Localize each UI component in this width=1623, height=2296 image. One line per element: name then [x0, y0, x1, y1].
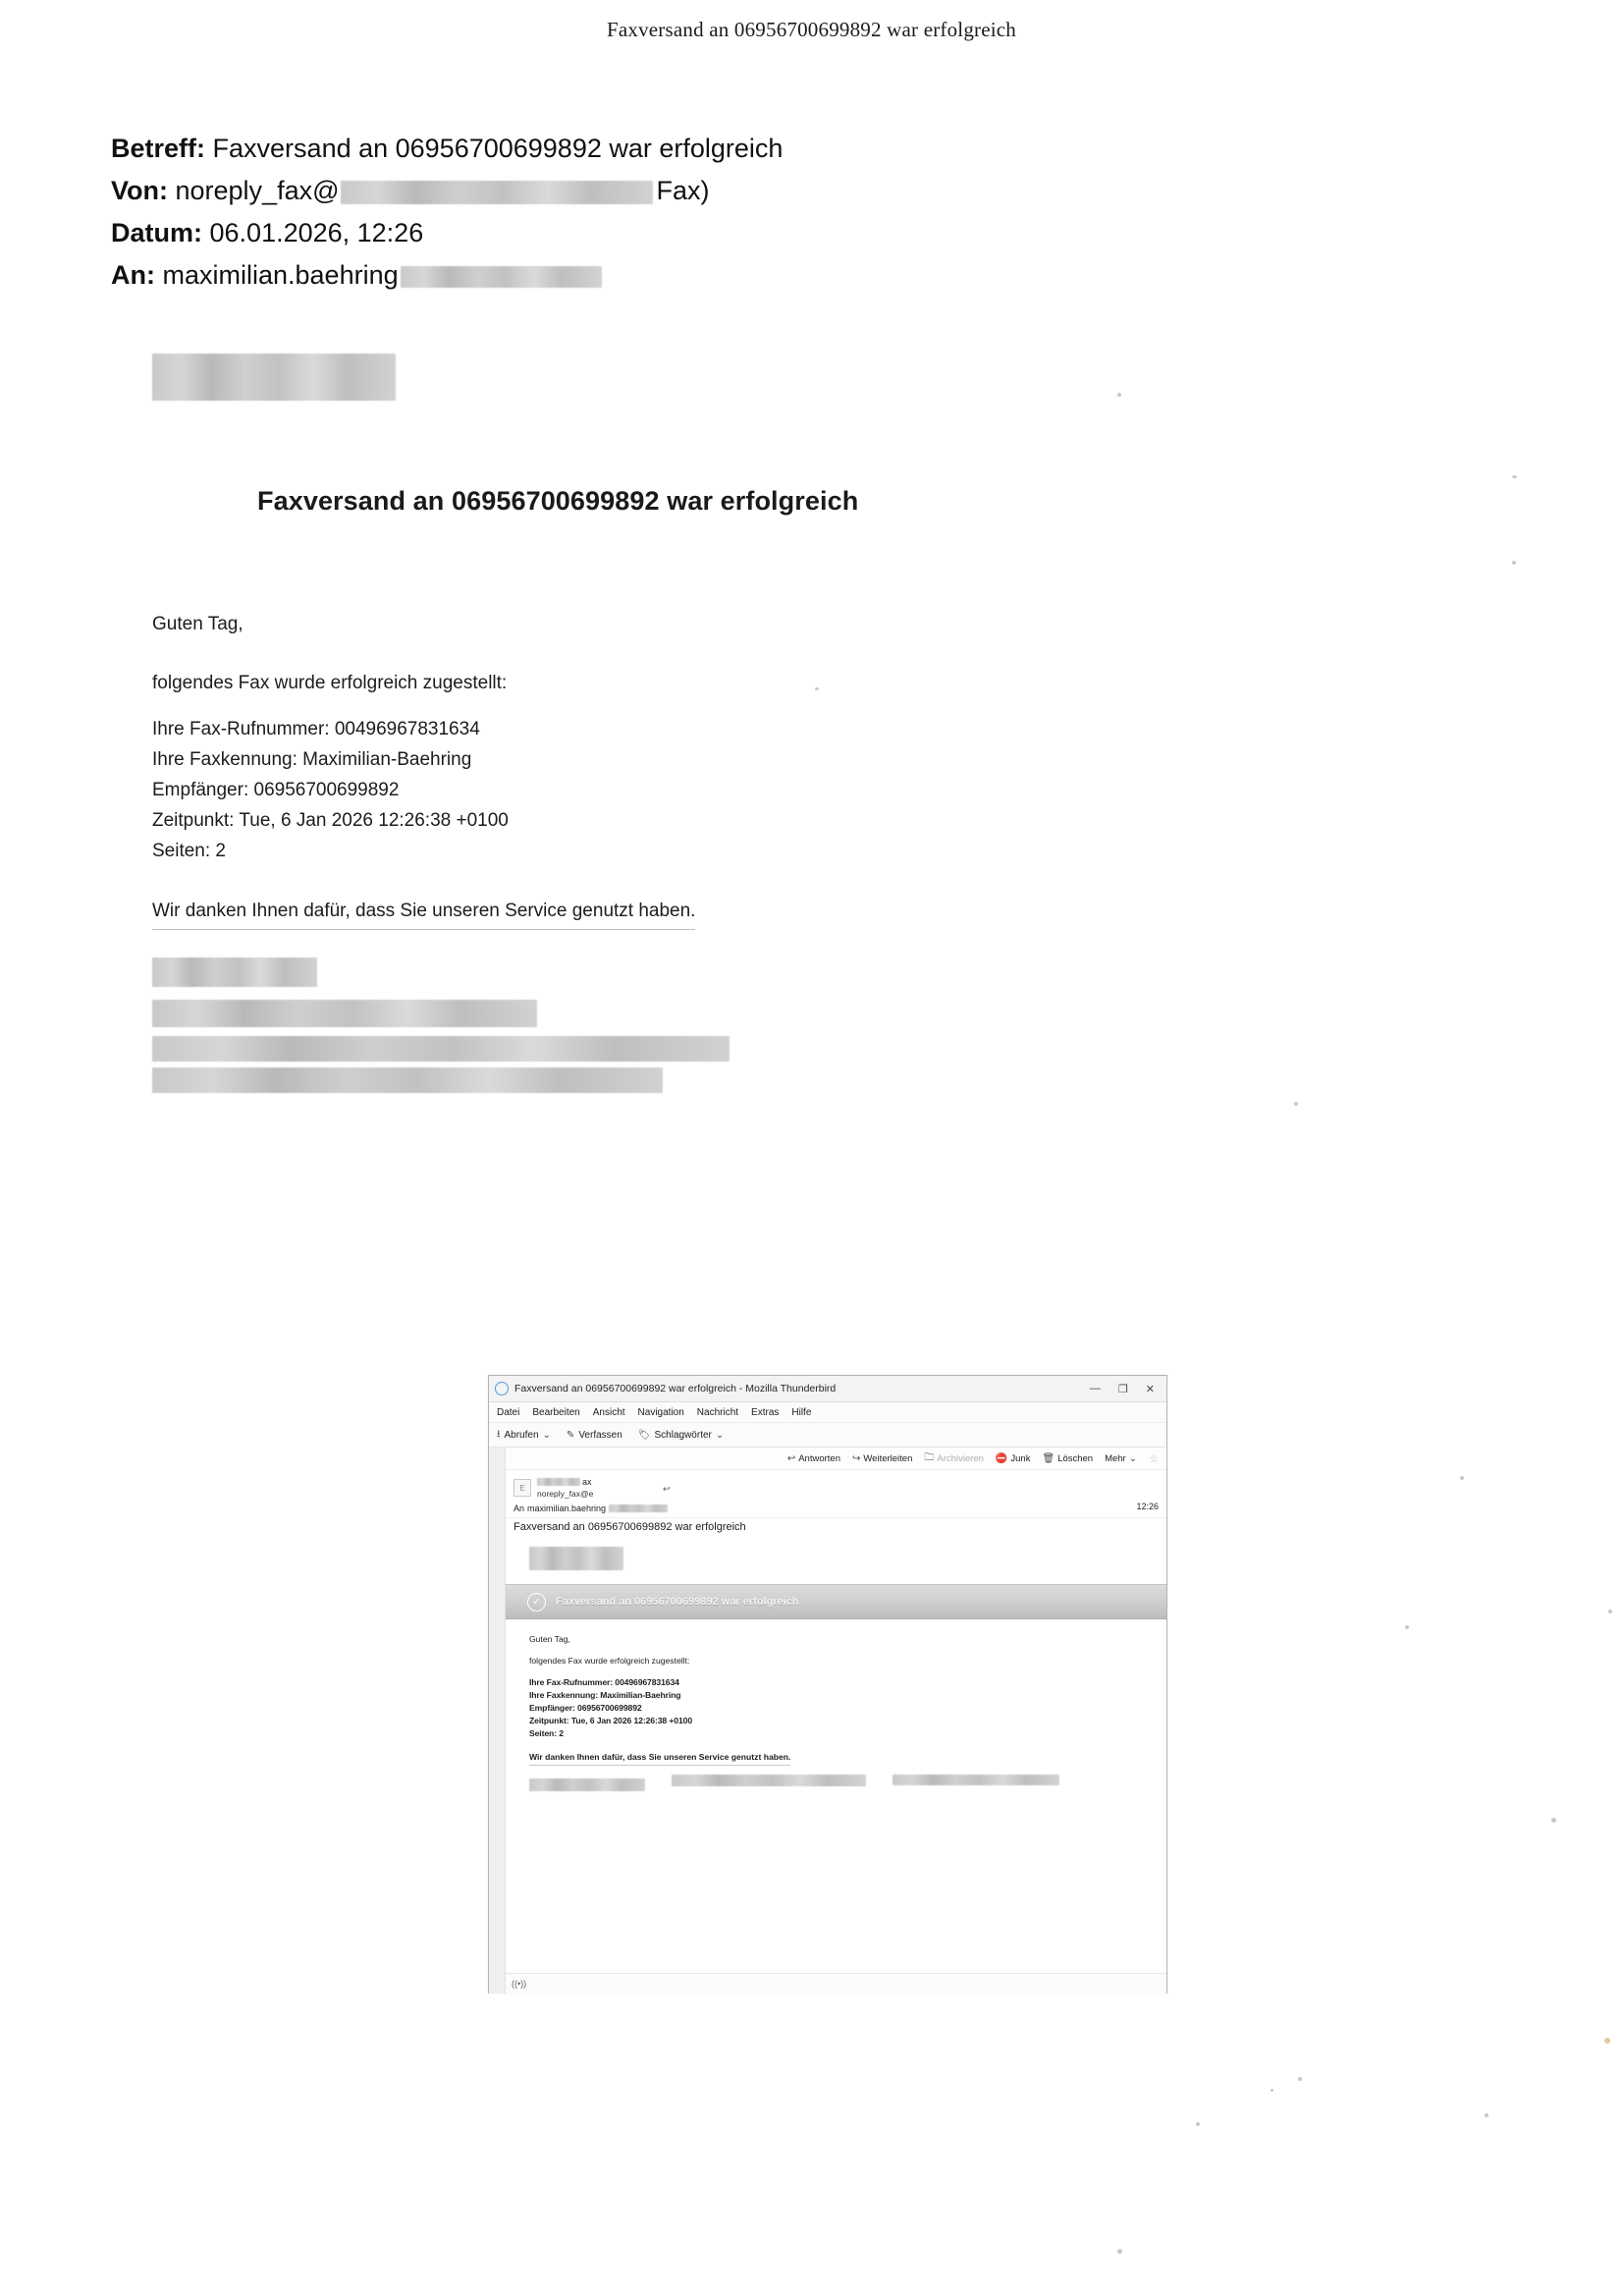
body-detail-pages: Seiten: 2: [529, 1728, 564, 1738]
body-detail-recipient: Empfänger: 06956700699892: [529, 1703, 642, 1713]
redaction-block-signature-2: [152, 1000, 537, 1027]
scan-speck: [1604, 2038, 1610, 2044]
to-value: maximilian.baehring: [162, 260, 399, 290]
fax-detail-own-number: Ihre Fax-Rufnummer: 00496967831634: [152, 719, 480, 739]
date-value: 06.01.2026, 12:26: [209, 218, 424, 247]
reply-icon: ↩: [786, 1452, 796, 1464]
body-detail-own-number: Ihre Fax-Rufnummer: 00496967831634: [529, 1677, 679, 1687]
scan-speck: [1460, 1476, 1464, 1480]
statusbar: [506, 1973, 1166, 1994]
message-body: [506, 1539, 1166, 1791]
from-suffix: Fax): [656, 176, 710, 205]
reply-button[interactable]: [787, 1453, 840, 1464]
menu-navigation[interactable]: Navigation: [637, 1406, 684, 1418]
sender-name: [537, 1476, 593, 1488]
menu-extras[interactable]: Extras: [751, 1406, 780, 1418]
chevron-down-icon[interactable]: ⌄: [542, 1429, 551, 1441]
from-value: noreply_fax@: [175, 176, 340, 205]
menu-bearbeiten[interactable]: Bearbeiten: [532, 1406, 580, 1418]
body-details-list: [529, 1676, 1166, 1740]
scan-speck: [1551, 1818, 1556, 1823]
scan-speck: [1271, 2089, 1273, 2092]
more-button[interactable]: [1105, 1453, 1137, 1464]
fax-detail-recipient: Empfänger: 06956700699892: [152, 780, 400, 800]
success-banner: [506, 1584, 1166, 1619]
redaction-block-to: [401, 266, 602, 288]
body-intro: folgendes Fax wurde erfolgreich zugestellt:: [529, 1656, 690, 1666]
compose-button[interactable]: [567, 1430, 622, 1441]
message-time: 12:26: [1136, 1502, 1159, 1511]
page-title: Faxversand an 06956700699892 war erfolgreich: [606, 18, 1017, 41]
body-detail-timestamp: Zeitpunkt: Tue, 6 Jan 2026 12:26:38 +0100: [529, 1716, 693, 1725]
menubar: [489, 1402, 1166, 1423]
close-button[interactable]: ✕: [1145, 1383, 1155, 1395]
scan-speck: [1512, 561, 1516, 565]
tags-button[interactable]: [638, 1430, 724, 1441]
more-label: Mehr: [1105, 1452, 1126, 1464]
download-icon: ⭳: [497, 1428, 501, 1440]
window-title: Faxversand an 06956700699892 war erfolgreich - Mozilla Thunderbird: [514, 1383, 837, 1394]
reply-indicator-icon: ↩: [663, 1484, 671, 1494]
connection-icon: ((•)): [512, 1979, 527, 1989]
folder-pane-collapsed: [489, 1448, 506, 1994]
scan-speck: [815, 687, 819, 690]
redaction-block-logo: [152, 354, 396, 401]
scan-speck: [1196, 2122, 1200, 2126]
redaction-block-sender-name: [537, 1478, 580, 1486]
scan-speck: [1117, 393, 1121, 397]
message-subject: Faxversand an 06956700699892 war erfolgreich: [514, 1521, 746, 1533]
email-thanks: Wir danken Ihnen dafür, dass Sie unseren Service genutzt haben.: [152, 896, 695, 930]
body-thanks: Wir danken Ihnen dafür, dass Sie unseren Service genutzt haben.: [529, 1751, 790, 1766]
compose-label: Verfassen: [578, 1429, 622, 1441]
redaction-block-signature-3: [152, 1036, 730, 1062]
junk-label: Junk: [1010, 1452, 1031, 1464]
archive-label: Archivieren: [937, 1452, 984, 1464]
redaction-block-signature-4: [152, 1067, 663, 1093]
message-action-bar: [506, 1448, 1166, 1470]
chevron-down-icon[interactable]: ⌄: [715, 1429, 725, 1441]
tag-icon: 🏷: [637, 1429, 651, 1441]
junk-button[interactable]: [996, 1453, 1031, 1464]
delete-label: Löschen: [1057, 1452, 1094, 1464]
forward-label: Weiterleiten: [863, 1452, 913, 1464]
minimize-button[interactable]: —: [1089, 1383, 1101, 1394]
scan-speck: [1512, 475, 1517, 478]
get-messages-label: Abrufen: [504, 1429, 539, 1441]
scan-speck: [1117, 2249, 1122, 2254]
scan-speck: [1608, 1610, 1612, 1613]
forward-button[interactable]: [852, 1453, 912, 1464]
pencil-icon: ✎: [566, 1429, 575, 1441]
success-banner-text: Faxversand an 06956700699892 war erfolgreich: [556, 1596, 799, 1608]
redaction-block-signature-1: [152, 957, 317, 987]
sender-block: [514, 1476, 1159, 1500]
message-pane: [489, 1448, 1166, 1994]
subject-value: Faxversand an 06956700699892 war erfolgreich: [212, 134, 784, 163]
fax-detail-fax-id: Ihre Faxkennung: Maximilian-Baehring: [152, 749, 472, 770]
get-messages-button[interactable]: [497, 1427, 551, 1444]
recipient-row: [514, 1503, 1159, 1513]
maximize-button[interactable]: ❐: [1117, 1383, 1128, 1395]
menu-hilfe[interactable]: Hilfe: [791, 1406, 812, 1418]
body-detail-fax-id: Ihre Faxkennung: Maximilian-Baehring: [529, 1690, 681, 1700]
scan-speck: [1294, 1102, 1298, 1106]
archive-icon: 🗀: [924, 1451, 935, 1463]
header-row-to: [111, 254, 1289, 297]
redaction-block-from: [341, 181, 653, 204]
email-intro: folgendes Fax wurde erfolgreich zugestellt:: [152, 673, 508, 693]
message-header: [506, 1470, 1166, 1518]
redaction-block-body-sig-2: [672, 1775, 866, 1786]
sender-name-suffix: ax: [582, 1477, 592, 1487]
main-toolbar: [489, 1423, 1166, 1448]
from-label: Von:: [111, 176, 168, 205]
fax-detail-pages: Seiten: 2: [152, 841, 226, 861]
to-label: An:: [111, 260, 155, 290]
redaction-block-body-sig-3: [893, 1775, 1059, 1785]
archive-button: [924, 1450, 984, 1467]
date-label: Datum:: [111, 218, 202, 247]
sender-address[interactable]: noreply_fax@e: [537, 1489, 594, 1499]
email-header-block: [111, 128, 1289, 297]
sender-lines: [537, 1476, 593, 1500]
avatar: E: [514, 1479, 531, 1497]
tags-label: Schlagwörter: [654, 1429, 712, 1441]
thunderbird-logo-icon: [495, 1382, 509, 1395]
body-greeting: Guten Tag,: [529, 1634, 570, 1644]
chevron-down-icon[interactable]: ⌄: [1128, 1452, 1138, 1464]
trash-icon: 🗑: [1042, 1452, 1055, 1464]
subject-label: Betreff:: [111, 134, 206, 163]
scan-speck: [1485, 2113, 1488, 2117]
reply-label: Antworten: [798, 1452, 840, 1464]
recipient-value[interactable]: maximilian.baehring: [527, 1503, 607, 1513]
fax-detail-timestamp: Zeitpunkt: Tue, 6 Jan 2026 12:26:38 +0100: [152, 810, 509, 831]
redaction-block-recipient: [609, 1504, 668, 1512]
menu-nachricht[interactable]: Nachricht: [696, 1406, 739, 1418]
recipient-label: An: [514, 1503, 525, 1513]
scan-speck: [1405, 1625, 1409, 1629]
redaction-block-body-sig-1: [529, 1778, 645, 1791]
header-row-from: [111, 170, 1289, 212]
window-controls: [1090, 1383, 1161, 1395]
junk-icon: ⛔: [995, 1452, 1008, 1464]
header-row-subject: [111, 128, 1289, 170]
scan-speck: [1298, 2077, 1302, 2081]
forward-icon: ↪: [852, 1452, 861, 1464]
menu-datei[interactable]: Datei: [497, 1406, 520, 1418]
message-content: [506, 1448, 1166, 1994]
email-greeting: Guten Tag,: [152, 614, 243, 634]
menu-ansicht[interactable]: Ansicht: [592, 1406, 625, 1418]
fax-details-list: [152, 714, 509, 866]
message-body-text: [506, 1619, 1166, 1766]
check-circle-icon: ✓: [527, 1593, 546, 1612]
delete-button[interactable]: [1042, 1453, 1093, 1464]
header-row-date: [111, 212, 1289, 254]
email-body-title: Faxversand an 06956700699892 war erfolgreich: [257, 486, 859, 516]
star-icon[interactable]: ☆: [1149, 1452, 1159, 1465]
window-titlebar: [489, 1376, 1166, 1402]
thunderbird-window: [488, 1375, 1167, 1994]
redaction-block-body-logo: [529, 1547, 623, 1570]
